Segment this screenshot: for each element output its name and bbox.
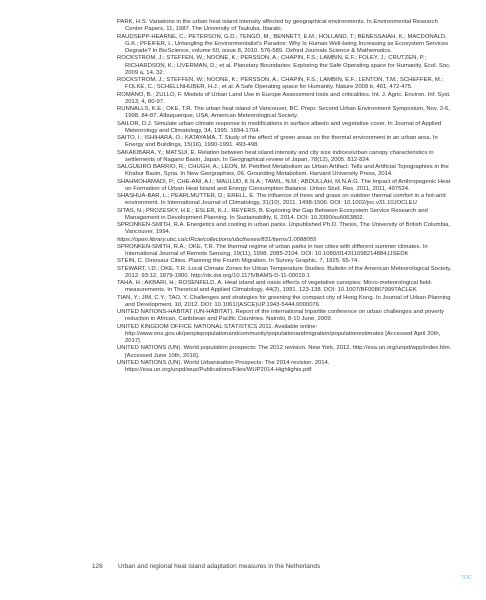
reference-entry xyxy=(117,164,456,179)
toc-dots-icon: · · · · · xyxy=(459,580,473,585)
reference-text: UNITED NATIONS-HABITAT (UN-HABITAT). Report of the international tripartite conference on urban challenges and poverty reduction in African, Caribbean and Pacific Countries. Nairobi, 8-10 June, 2009. xyxy=(117,309,445,323)
reference-text: STEWART, I.D.; OKE, T.R. Local Climate Zones for Urban Temperature Studies. Bulletin of the American Meteorological Society, 2012. 93:12, 1879-1900. http://dx.doi.org/10.1175/BAMS-D-11-00019.1 xyxy=(117,265,452,279)
reference-entry xyxy=(117,92,456,107)
reference-entry[interactable] xyxy=(117,237,456,244)
reference-entry xyxy=(117,77,456,92)
reference-link[interactable]: https://open.library.ubc.ca/cIRcle/collections/ubctheses/831/items/1.0088055 xyxy=(117,236,317,243)
reference-entry xyxy=(117,309,456,324)
reference-entry xyxy=(117,258,456,265)
reference-entry xyxy=(117,345,456,360)
reference-text: RUNNALLS, K.E.; OKE, T.R. The urban heat island of Vancouver, BC. Prepr. Second Urban Environment Symposium, Nov. 2-6, 1998. 84-87. Albuquerque, USA, American Meteorological Society. xyxy=(117,106,450,120)
reference-entry xyxy=(117,193,456,208)
reference-text: SPRONKEN-SMITH, R.A. Energetics and cooling in urban parks. Unpublished Ph.D. Thesis, The University of British Columbia, Vancouver, 1994. xyxy=(117,222,451,236)
reference-entry xyxy=(117,244,456,259)
reference-text: TIAN, Y.; JIM, C.Y.; TAO, Y. Challenges and strategies for greening the compact city of Hong Kong. In Journal of Urban Planning and Development, 10, 2012. DOI: 10.1061/(ASCE)UP.1943-5444.0000076 xyxy=(117,294,451,308)
reference-entry xyxy=(117,222,456,237)
toc-label: TOC xyxy=(460,575,472,581)
page-number: 126 xyxy=(92,563,103,570)
reference-text: SAITO, I.; ISHIHARA, O.; KATAYAMA, T. Study of the effect of green areas on the thermal environment in an urban area. In Energy and Buildings, 15(16), 1990-1991. 493-498. xyxy=(117,135,438,149)
reference-text: PARK, H.S. Variations in the urban heat island intensity affected by geographical environments. In Environmental Research Center Papers, 11, 1987. The University of Tsukuba, Ibaraki. xyxy=(117,19,438,33)
reference-text: SHAHMOHAMADI, P.; CHE-ANI, A.I.; MAULUD, K.N.A.; TAWIL, N.M.; ABDULLAH, M.N.A.G. The Impact of Anthropogenic Heat on Formation of Urban Heat Island and Energy Consumption Balance. Urban Stud. Res. 2011, 2011, 497524. xyxy=(117,178,451,192)
reference-text: SHASHUA-BAR, L.; PEARLMUTTER, D.; ERELL, E. The influence of trees and grass on outdoor thermal comfort in a hot-arid environment. In International Journal of Climatology, 31(10), 2011. 1498-1506. DOI: 10.1002/joc.v31.10JOCLEU xyxy=(117,193,446,207)
reference-text: ROCKSTROM, J.; STEFFEN, W.; NOONE, K.; PERSSON, A.; CHAPIN, F.S.; LAMBIN, E.F.; FOLEY, J.; CRUTZEN, P.; RICHARDSON, K.; LIVERMAN, D.; et al. Planetary Boundaries: Exploring the Safe Operating space for Humanity. Ecol. Soc. 2009 a, 14, 32. xyxy=(117,55,451,76)
reference-entry xyxy=(117,34,456,56)
reference-entry xyxy=(117,19,456,34)
reference-entry xyxy=(117,121,456,136)
reference-text: SAKAKIBARA, Y.; MATSUI, E. Relation between heat island intensity and city size indices/urban canopy characteristics in settlements of Nagano Basin, Japan. In Geographical review of Japan, 78(12), 2005. 812-824. xyxy=(117,149,434,163)
reference-text: STEIN, C. Dinosaur Cities. Planning the Fourth Migration. In Survey Graphic, 7, 1925. 65-74. xyxy=(117,258,359,265)
reference-entry xyxy=(117,360,456,375)
reference-text: UNITED NATIONS (UN). World Urbanisation Prospects: The 2014 revision. 2014. https://esa.un.org/unpd/wup/Publications/Files/WUP2014-Highlights.pdf xyxy=(117,359,330,373)
reference-entry xyxy=(117,280,456,295)
reference-text: ROMANO, B.; ZULLO, F. Models of Urban Land Use in Europe Assessment tools and criticalities. Int. J. Agric. Environ. Inf. Syst. 2013, 4, 80-97. xyxy=(117,91,451,105)
reference-entry xyxy=(117,150,456,165)
reference-entry xyxy=(117,135,456,150)
reference-entry xyxy=(117,179,456,194)
reference-list xyxy=(117,19,456,374)
reference-entry xyxy=(117,106,456,121)
reference-text: RAUDSEPP-HEARNE, C.; PETERSON, G.D.; TENGÖ, M.; BENNETT, E.M.; HOLLAND, T.; BENESSAIAH, K.; MACDONALD, G.K.; PFEIFER, L. Untangling the Environmentalist's Paradox: Why Is Human Well-being Increasing as Ecosystem Services Degrade? In BioScience, volume 60, issue 8, 2010. 576-589. Oxford Journals Science & Mathematics. xyxy=(117,33,449,54)
reference-entry xyxy=(117,266,456,281)
reference-entry xyxy=(117,208,456,223)
reference-entry xyxy=(117,295,456,310)
reference-text: SITAS, N.; PROZESKY, H.E.; ESLER, K.J.; REYERS, B. Exploring the Gap Between Ecosystem Service Research and Management in Development Planning. In Sustainability, 6, 2014. DOI: 10.3390/su6063802. xyxy=(117,207,428,221)
reference-text: SALGUEIRO BARRIO, R.; CHUGH, A.; LEON, M. Petrified Metabolism as Urban Artifact. Tells and Artificial Topographies in the Khabur Basin, Syria. In New Geographies, 06. Grounding Metabolism. Harvard University Press, 2014. xyxy=(117,164,449,178)
running-title: Urban and regional heat island adaptation measures in the Netherlands xyxy=(118,563,321,570)
toc-link[interactable] xyxy=(458,575,474,587)
reference-text: UNITED KINGDOM OFFICE NATIONAL STATISTICS 2011. Available online: http://www.ons.gov.uk/peoplepopulationandcommunity/populationandmigration/populationestimates [Accessed April 20th, 2017] xyxy=(117,323,441,344)
reference-text: UNITED NATIONS (UN). World population prospects: The 2012 revision. New York, 2012. http://esa.un.org/unpd/wpp/index.htm. [Accessed June 10th, 2016]. xyxy=(117,345,452,359)
reference-text: SPRONKEN-SMITH, R.A.; OKE, T.R. The thermal regime of urban parks in two cities with different summer climates. In International Journal of Remote Sensing, 19(11), 1998. 2085-2104. DOI: 10.1080/014311698214884JJSEDK xyxy=(117,243,428,257)
reference-entry xyxy=(117,55,456,77)
reference-text: ROCKSTROM, J.; STEFFEN, W.; NOONE, K.; PERSSON, A.; CHAPIN, F.S.; LAMBIN, E.F.; LENTON, T.M.; SCHEFFER, M.; FOLKE, C.; SCHELLNHUBER, H.J.; et al. A Safe Operating space for Humanity. Nature 2009 b, 461, 472-475. xyxy=(117,77,444,91)
reference-text: TAHA, H.; AKBARI, H.; ROSENFELD, A. Heat island and oasis effects of vegetative canopies: Micro-meteorological field-measurements. In Theorical and Applied Climatology, 44(2), 1991. 123-138. DOI: 10.1007/BF00867999TACLEK xyxy=(117,280,433,294)
reference-text: SAILOR, D.J. Simulate urban climate response to modifications in surface albedo and vegetative cover. In Journal of Applied Meteorology and Climatology, 34, 1995. 1694-1704. xyxy=(117,120,442,134)
page-footer xyxy=(92,562,392,571)
reference-entry xyxy=(117,324,456,346)
